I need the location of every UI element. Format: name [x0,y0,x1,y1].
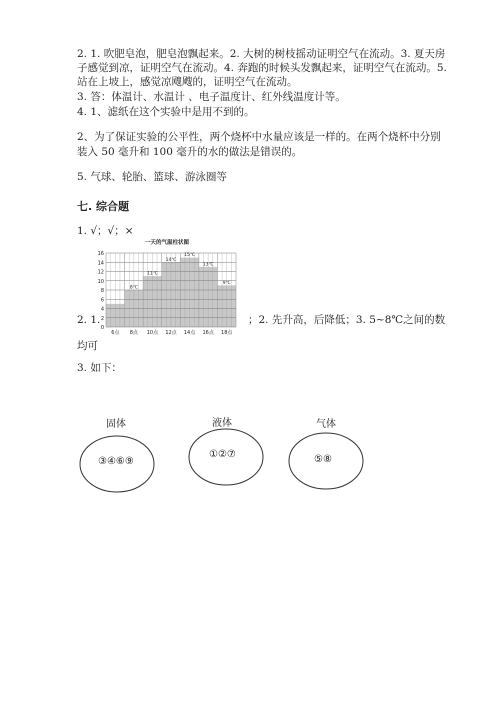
chart-ytick-label: 6 [100,297,104,304]
chart-ytick-label: 14 [97,260,104,267]
section-heading: 七. 综合题 [77,200,130,213]
solid-label: 固体 [106,419,126,430]
chart-xtick-label: 14点 [183,330,196,336]
q1-answer: 1. √；√；× [77,225,134,237]
chart-xtick-label: 10点 [146,330,159,336]
chart-ytick-label: 0 [100,325,104,331]
chart-xtick-label: 12点 [165,330,177,336]
gas-label: 气体 [316,419,336,430]
text-line: 4. 1、滤纸在这个实验中是用不到的。 [77,106,255,118]
text-line: 2. 1. 吹肥皂泡，肥皂泡飘起来。2. 大树的树枝摇动证明空气在流动。3. 夏天房 [77,48,446,60]
chart-title: 一天的气温柱状图 [144,240,189,246]
chart-xtick-label: 18点 [221,330,233,336]
chart-ytick-label: 4 [100,306,104,313]
text-line: 装入 50 毫升和 100 毫升的水的做法是错误的。 [77,146,303,158]
gas-items: ⑤⑧ [314,454,332,465]
q2-answer: ；2. 先升高，后降低；3. 5~8℃之间的数 [248,314,446,326]
ovals-svg [0,405,500,515]
chart-xtick-label: 8点 [129,330,138,336]
chart-ytick-label: 12 [97,269,104,276]
chart-data-label: 14℃ [165,257,177,263]
liquid-items: ①②⑦ [209,449,236,460]
state-classification-diagram [0,405,500,515]
chart-data-label: 9℃ [222,280,231,286]
text-line: 3. 答：体温计、水温计 、电子温度计、红外线温度计等。 [77,91,346,103]
chart-ytick-label: 2 [100,315,104,322]
chart-data-label: 13℃ [202,262,214,268]
chart-xtick-label: 16点 [202,330,214,336]
chart-data-label: 8℃ [129,285,138,291]
q3-label: 3. 如下： [77,362,122,374]
chart-xtick-label: 6点 [111,330,120,336]
solid-items: ③④⑥⑨ [98,456,134,467]
temperature-bar-chart [92,238,242,338]
text-line: 2、为了保证实验的公平性，两个烧杯中水量应该是一样的。在两个烧杯中分别 [77,131,441,143]
liquid-label: 液体 [212,418,232,429]
chart-ytick-label: 8 [100,288,104,294]
chart-data-label: 15℃ [184,253,195,259]
q2-prefix: 2. 1. [77,314,101,326]
chart-ytick-label: 10 [97,278,104,285]
chart-svg [92,238,242,338]
q2-continuation: 均可 [77,340,98,352]
text-line: 站在上坡上，感觉凉飕飕的，证明空气在流动。 [77,76,298,88]
text-line: 5. 气球、轮胎、篮球、游泳圈等 [77,171,227,183]
chart-ytick-label: 16 [97,251,104,257]
chart-data-label: 11℃ [147,271,158,277]
text-line: 子感觉到凉，证明空气在流动。4. 奔跑的时候头发飘起来，证明空气在流动。5. [77,62,447,74]
